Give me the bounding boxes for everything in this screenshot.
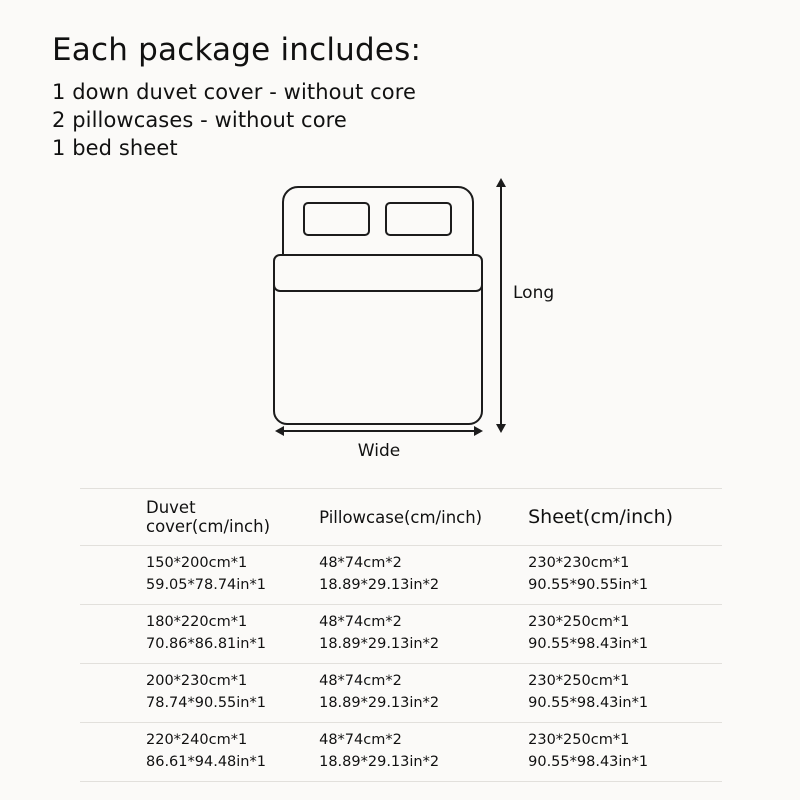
cell-duvet-cover <box>80 664 311 723</box>
width-label: Wide <box>357 441 401 461</box>
sheet-size-in: 90.55*90.55in*1 <box>528 577 649 593</box>
pillow-size-cm: 48*74cm*2 <box>319 555 402 572</box>
sheet-size-cm: 230*250cm*1 <box>528 732 630 749</box>
cell-duvet-cover-content <box>80 671 311 715</box>
cell-sheet-content <box>510 730 722 774</box>
pillow-size-cm: 48*74cm*2 <box>319 732 402 749</box>
table-header-row <box>80 489 722 546</box>
duvet-size-cm: 220*240cm*1 <box>146 732 248 749</box>
pillow-right-shape <box>385 202 452 236</box>
pillow-size-in: 18.89*29.13in*2 <box>319 695 440 711</box>
column-header-sheet: Sheet(cm/inch) <box>510 489 722 546</box>
cell-pillowcase <box>311 546 510 605</box>
cell-pillowcase <box>311 605 510 664</box>
sheet-size-in: 90.55*98.43in*1 <box>528 754 649 770</box>
cell-pillowcase <box>311 664 510 723</box>
cell-pillowcase <box>311 723 510 782</box>
duvet-size-cm: 150*200cm*1 <box>146 555 248 572</box>
table-body <box>80 546 722 782</box>
cell-duvet-cover-content <box>80 730 311 774</box>
duvet-fold-shape <box>273 254 483 292</box>
column-header-duvet-cover: Duvet cover(cm/inch) <box>80 489 311 546</box>
length-arrow-icon <box>500 186 502 425</box>
table-row <box>80 605 722 664</box>
bed-diagram <box>255 175 575 465</box>
column-header-pillowcase: Pillowcase(cm/inch) <box>311 489 510 546</box>
cell-duvet-cover-content <box>80 553 311 597</box>
table-row <box>80 546 722 605</box>
pillow-left-shape <box>303 202 370 236</box>
package-item-3: 1 bed sheet <box>52 135 178 160</box>
cell-duvet-cover <box>80 546 311 605</box>
duvet-size-in: 59.05*78.74in*1 <box>146 577 266 593</box>
cell-sheet <box>510 605 722 664</box>
package-item-1: 1 down duvet cover - without core <box>52 80 416 105</box>
package-item-2: 2 pillowcases - without core <box>52 107 347 132</box>
duvet-size-in: 70.86*86.81in*1 <box>146 636 266 652</box>
table-row <box>80 723 722 782</box>
cell-pillowcase-content <box>311 671 510 715</box>
cell-sheet <box>510 546 722 605</box>
cell-duvet-cover-content <box>80 612 311 656</box>
cell-pillowcase-content <box>311 730 510 774</box>
sheet-size-cm: 230*250cm*1 <box>528 614 630 631</box>
duvet-size-cm: 180*220cm*1 <box>146 614 248 631</box>
duvet-size-in: 86.61*94.48in*1 <box>146 754 266 770</box>
page-title: Each package includes: <box>52 32 422 68</box>
cell-pillowcase-content <box>311 612 510 656</box>
sheet-size-in: 90.55*98.43in*1 <box>528 695 649 711</box>
cell-pillowcase-content <box>311 553 510 597</box>
cell-sheet <box>510 664 722 723</box>
length-label: Long <box>513 283 555 303</box>
cell-sheet <box>510 723 722 782</box>
duvet-size-cm: 200*230cm*1 <box>146 673 248 690</box>
pillow-size-cm: 48*74cm*2 <box>319 614 402 631</box>
cell-sheet-content <box>510 612 722 656</box>
cell-sheet-content <box>510 671 722 715</box>
package-contents-block <box>52 32 752 162</box>
cell-duvet-cover <box>80 723 311 782</box>
table-row <box>80 664 722 723</box>
cell-sheet-content <box>510 553 722 597</box>
sheet-size-cm: 230*250cm*1 <box>528 673 630 690</box>
sheet-size-cm: 230*230cm*1 <box>528 555 630 572</box>
duvet-size-in: 78.74*90.55in*1 <box>146 695 266 711</box>
width-arrow-icon <box>283 430 475 432</box>
sheet-size-in: 90.55*98.43in*1 <box>528 636 649 652</box>
pillow-size-cm: 48*74cm*2 <box>319 673 402 690</box>
table-header <box>80 489 722 546</box>
pillow-size-in: 18.89*29.13in*2 <box>319 577 440 593</box>
size-chart-table <box>80 488 722 782</box>
cell-duvet-cover <box>80 605 311 664</box>
pillow-size-in: 18.89*29.13in*2 <box>319 636 440 652</box>
pillow-size-in: 18.89*29.13in*2 <box>319 754 440 770</box>
